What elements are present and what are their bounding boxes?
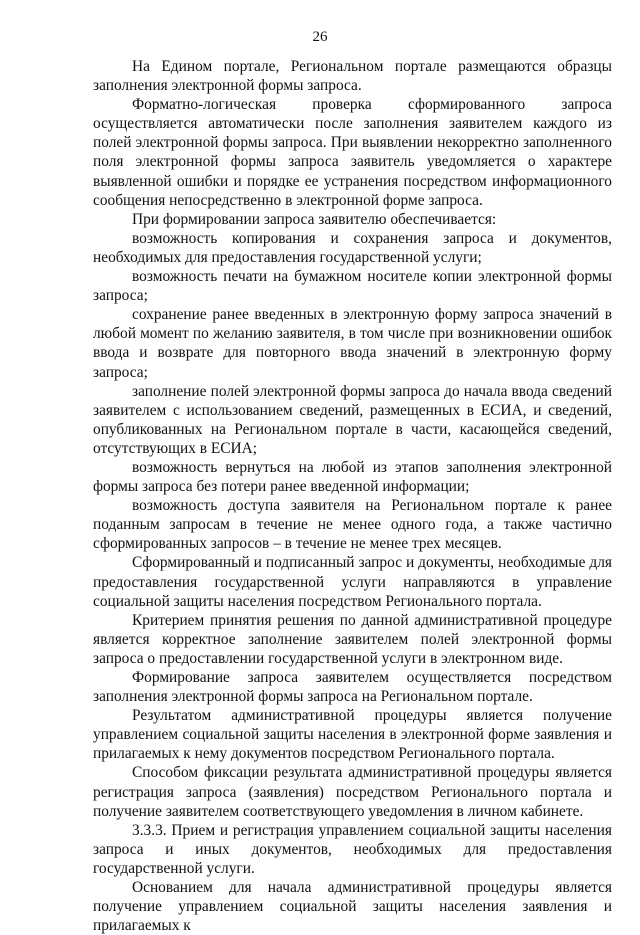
paragraph: Формирование запроса заявителем осуществляется посредством заполнения электронной формы запроса на Региональном портале.: [93, 669, 612, 706]
paragraph: На Едином портале, Региональном портале размещаются образцы заполнения электронной формы запроса.: [93, 58, 612, 95]
list-item: сохранение ранее введенных в электронную форму запроса значений в любой момент по желанию заявителя, в том числе при возникновении ошибок ввода и возврате для повторного ввода значений в электронную форму запроса;: [93, 306, 612, 381]
paragraph: Основанием для начала административной процедуры является получение управлением социальной защиты населения заявления и прилагаемых к: [93, 879, 612, 935]
section-heading: 3.3.3. Прием и регистрация управлением социальной защиты населения запроса и иных документов, необходимых для предоставления государственной услуги.: [93, 821, 612, 877]
paragraph: Результатом административной процедуры является получение управлением социальной защиты населения в электронной форме заявления и прилагаемых к нему документов посредством Регионального портала.: [93, 707, 612, 763]
list-item: возможность копирования и сохранения запроса и документов, необходимых для предоставления государственной услуги;: [93, 229, 612, 266]
list-item: возможность печати на бумажном носителе копии электронной формы запроса;: [93, 268, 612, 305]
paragraph: Критерием принятия решения по данной административной процедуре является корректное заполнение заявителем полей электронной формы запроса о предоставлении государственной услуги в электронном виде.: [93, 611, 612, 667]
document-body: [93, 57, 612, 935]
paragraph: Сформированный и подписанный запрос и документы, необходимые для предоставления государственной услуги направляются в управление социальной защиты населения посредством Регионального портала.: [93, 554, 612, 610]
list-item: заполнение полей электронной формы запроса до начала ввода сведений заявителем с использованием сведений, размещенных в ЕСИА, и сведений, опубликованных на Региональном портале в части, касающейся сведений, отсутствующих в ЕСИА;: [93, 382, 612, 457]
paragraph: При формировании запроса заявителю обеспечивается:: [132, 210, 497, 228]
page-number: 26: [312, 29, 328, 45]
paragraph: Форматно-логическая проверка сформированного запроса осуществляется автоматически после заполнения заявителем каждого из полей электронной формы запроса. При выявлении некорректно заполненного поля электронной формы запроса заявитель уведомляется о характере выявленной ошибки и порядке ее устранения посредством информационного сообщения непосредственно в электронной форме запроса.: [93, 96, 612, 209]
paragraph: Способом фиксации результата административной процедуры является регистрация запроса (заявления) посредством Регионального портала и получение заявителем соответствующего уведомления в личном кабинете.: [93, 764, 612, 820]
list-item: возможность доступа заявителя на Региональном портале к ранее поданным запросам в течение не менее одного года, а также частично сформированных запросов – в течение не менее трех месяцев.: [93, 497, 612, 553]
list-item: возможность вернуться на любой из этапов заполнения электронной формы запроса без потери ранее введенной информации;: [93, 458, 612, 496]
